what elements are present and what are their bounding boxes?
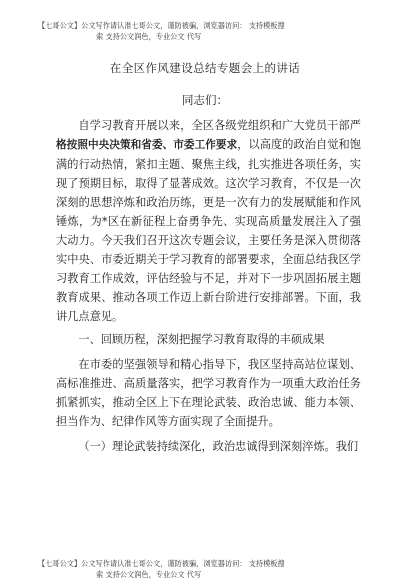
document-body — [56, 116, 361, 456]
page-footer-watermark — [38, 558, 378, 580]
header-line-2: 索 支持公文润色，专业公文 代写 — [96, 32, 202, 41]
paragraph-3: （一）理论武装持续深化，政治忠诚得到深刻淬炼。我们 — [78, 440, 359, 453]
paragraph-2: 在市委的坚强领导和精心指导下，我区坚持高站位谋划、高标准推进、高质量落实，把学习教育作为一项重大政治任务抓紧抓实，推动全区上下在理论武装、政治忠诚、能力本领、担当作为、纪律作风等方面实现了全面提升。 — [56, 358, 361, 428]
greeting: 同志们： — [182, 93, 228, 107]
footer-line-1: 【七哥公文】公文写作请认准七哥公文，谨防被骗，浏览器访问： 支持模板搜 — [38, 559, 285, 568]
section-1-heading: 一、回顾历程，深刻把握学习教育取得的丰硕成果 — [78, 333, 325, 346]
paragraph-1 — [56, 116, 361, 326]
paragraph-1-start: 自学习教育开展以来，全区各级党组织和广大党员干部严 — [78, 119, 361, 132]
page-header-watermark — [38, 20, 378, 42]
paragraph-1-rest: ，以高度的政治自觉和饱满的行动热情，紧扣主题、聚焦主线，扎实推进各项任务，实现了预期目标，取得了显著成效。这次学习教育，不仅是一次深刻的思想淬炼和政治历练，更是一次有力的发展赋能和作风锤炼，为*区在新征程上奋勇争先、实现高质量发展注入了强大动力。今天我们召开这次专题会议，主要任务是深入贯彻落实中央、市委近期关于学习教育的部署要求，全面总结我区学习教育工作成效，评估经验与不足，并对下一步巩固拓展主题教育成果、推动各项工作迈上新台阶进行安排部署。下面，我讲几点意见。 — [56, 138, 361, 323]
document-title: 在全区作风建设总结专题会上的讲话 — [109, 61, 301, 75]
footer-line-2: 索 支持公文润色，专业公文 代写 — [96, 570, 202, 579]
paragraph-1-bold: 格按照中央决策和省委、市委工作要求 — [56, 139, 238, 151]
header-line-1: 【七哥公文】公文写作请认准七哥公文，谨防被骗，浏览器访问： 支持模板搜 — [38, 21, 285, 30]
